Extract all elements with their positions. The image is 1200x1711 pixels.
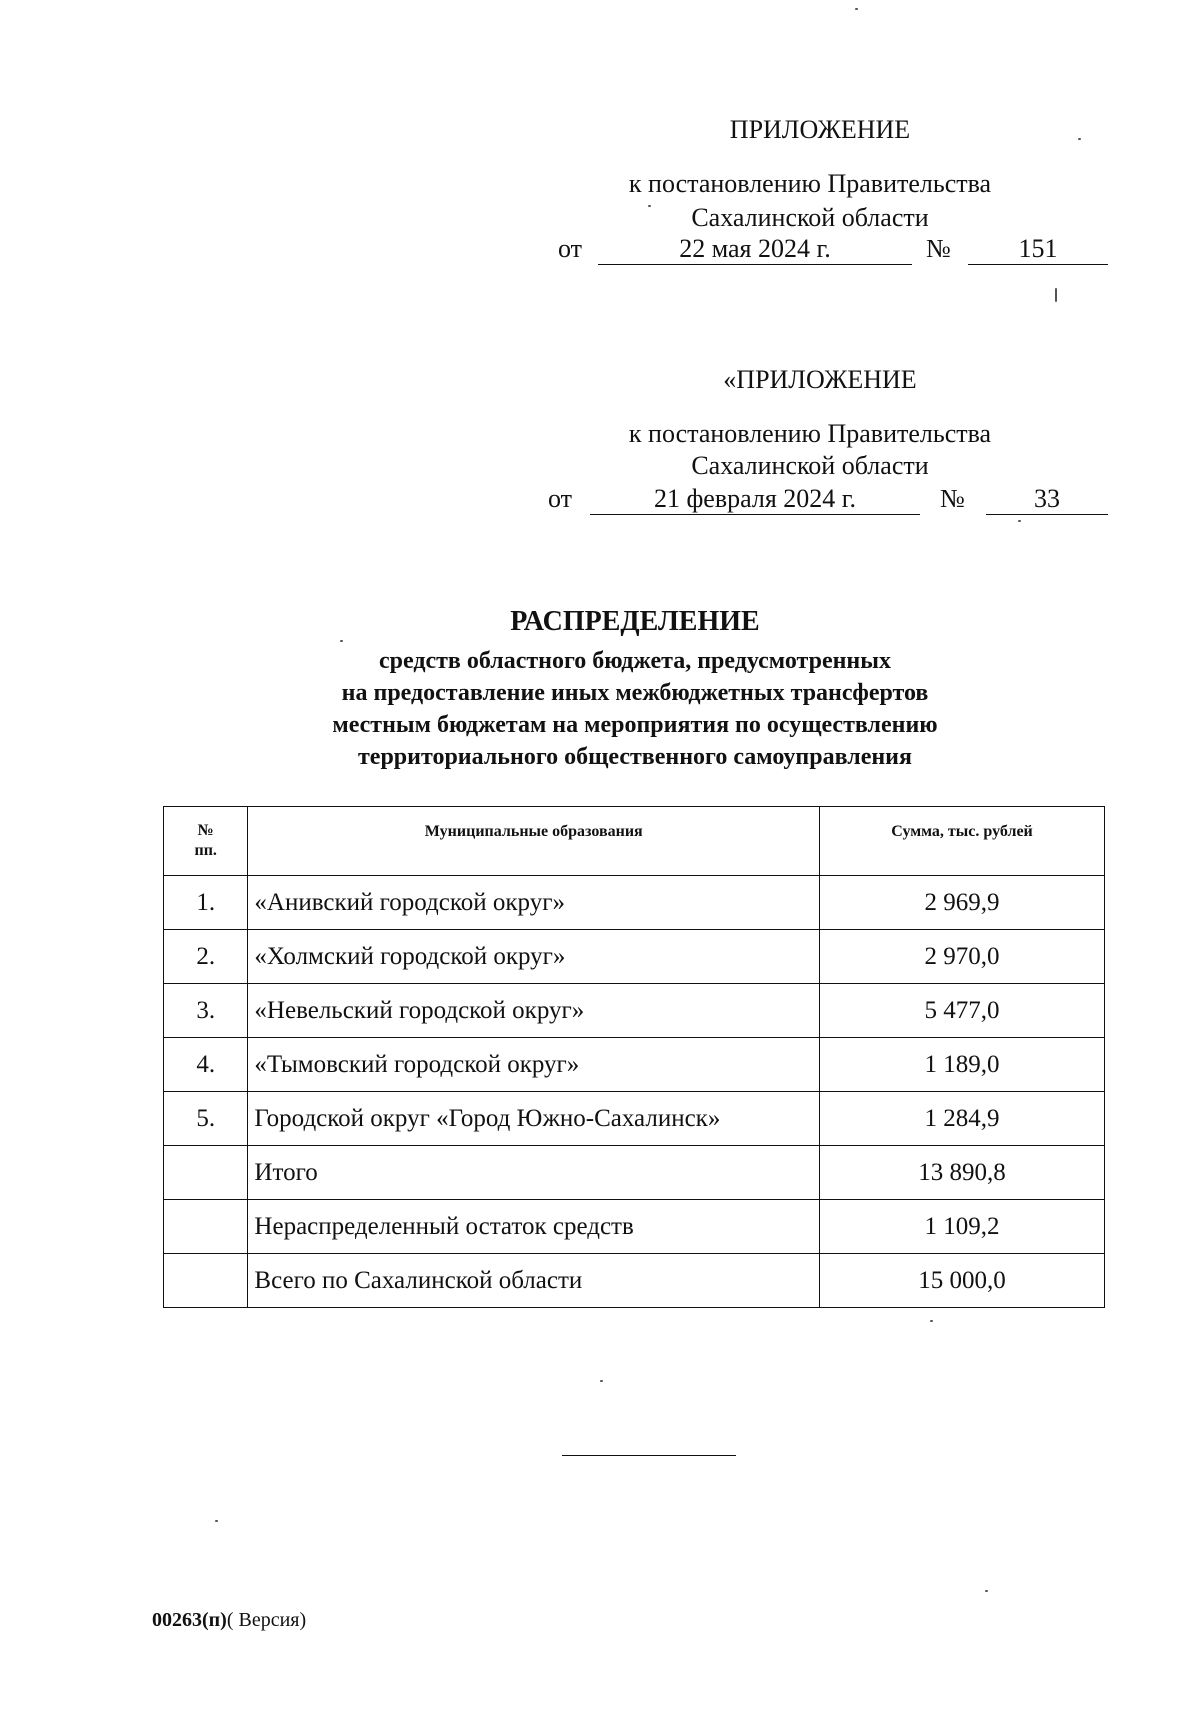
appendix-date-row bbox=[0, 234, 1200, 266]
header-num-line-1: № bbox=[197, 822, 214, 839]
prev-appendix-number: 33 bbox=[986, 484, 1108, 515]
row-num bbox=[164, 1254, 248, 1308]
scan-speck bbox=[215, 1520, 218, 1522]
footer-code-id: 00263(п) bbox=[152, 1609, 227, 1631]
heading-sub-line-4: территориального общественного самоуправления bbox=[358, 744, 912, 770]
row-sum: 1 109,2 bbox=[820, 1200, 1105, 1254]
prev-number-label: № bbox=[940, 484, 965, 513]
header-name-text: Муниципальные образования bbox=[424, 823, 643, 840]
row-num: 5. bbox=[164, 1092, 248, 1146]
scan-speck bbox=[930, 1320, 933, 1322]
heading-main: РАСПРЕДЕЛЕНИЕ bbox=[510, 606, 760, 637]
row-name: Нераспределенный остаток средств bbox=[248, 1200, 820, 1254]
footer-version: ( Версия) bbox=[226, 1609, 307, 1631]
appendix-date: 22 мая 2024 г. bbox=[598, 234, 912, 265]
from-label: от bbox=[558, 234, 583, 263]
row-name: Всего по Сахалинской области bbox=[248, 1254, 820, 1308]
appendix-line-1: к постановлению Правительства bbox=[628, 169, 992, 198]
row-sum: 2 970,0 bbox=[820, 930, 1105, 984]
end-divider bbox=[562, 1455, 736, 1456]
prev-appendix-date: 21 февраля 2024 г. bbox=[590, 484, 920, 515]
row-sum: 1 189,0 bbox=[820, 1038, 1105, 1092]
header-name bbox=[248, 807, 820, 876]
scan-speck bbox=[600, 1380, 603, 1382]
row-num: 1. bbox=[164, 876, 248, 930]
prev-appendix-date-row bbox=[0, 484, 1200, 516]
row-num: 3. bbox=[164, 984, 248, 1038]
row-sum: 1 284,9 bbox=[820, 1092, 1105, 1146]
table-row bbox=[164, 1038, 1105, 1092]
row-num: 4. bbox=[164, 1038, 248, 1092]
distribution-table bbox=[163, 806, 1105, 1308]
row-name: Итого bbox=[248, 1146, 820, 1200]
heading-sub-line-3: местным бюджетам на мероприятия по осуществлению bbox=[332, 712, 938, 738]
row-sum: 5 477,0 bbox=[820, 984, 1105, 1038]
table-row bbox=[164, 930, 1105, 984]
prev-from-label: от bbox=[548, 484, 573, 513]
scan-speck bbox=[1078, 138, 1081, 140]
prev-appendix-line-2: Сахалинской области bbox=[691, 451, 929, 480]
table-row-remainder bbox=[164, 1200, 1105, 1254]
header-sum-text: Сумма, тыс. рублей bbox=[891, 823, 1033, 840]
table-row bbox=[164, 1092, 1105, 1146]
scan-speck bbox=[985, 1590, 988, 1592]
appendix-line-2: Сахалинской области bbox=[691, 203, 929, 232]
row-sum: 15 000,0 bbox=[820, 1254, 1105, 1308]
number-label: № bbox=[926, 234, 951, 263]
table-row-total bbox=[164, 1254, 1105, 1308]
appendix-title: ПРИЛОЖЕНИЕ bbox=[729, 115, 911, 144]
row-sum: 13 890,8 bbox=[820, 1146, 1105, 1200]
heading-sub-line-1: средств областного бюджета, предусмотренных bbox=[378, 648, 891, 674]
document-heading bbox=[170, 605, 1100, 773]
table-row bbox=[164, 984, 1105, 1038]
footer-code bbox=[152, 1608, 306, 1632]
row-num bbox=[164, 1146, 248, 1200]
table-row bbox=[164, 876, 1105, 930]
scan-speck bbox=[855, 8, 858, 10]
row-name: Городской округ «Город Южно-Сахалинск» bbox=[248, 1092, 820, 1146]
heading-sub-line-2: на предоставление иных межбюджетных трансфертов bbox=[341, 680, 929, 706]
row-name: «Тымовский городской округ» bbox=[248, 1038, 820, 1092]
table-row-subtotal bbox=[164, 1146, 1105, 1200]
scan-speck bbox=[648, 205, 651, 207]
table-header-row bbox=[164, 807, 1105, 876]
scan-speck bbox=[340, 640, 343, 642]
row-sum: 2 969,9 bbox=[820, 876, 1105, 930]
row-num: 2. bbox=[164, 930, 248, 984]
scan-speck bbox=[1055, 288, 1057, 302]
prev-appendix-line-1: к постановлению Правительства bbox=[628, 419, 992, 448]
prev-appendix-title: «ПРИЛОЖЕНИЕ bbox=[723, 365, 917, 394]
row-num bbox=[164, 1200, 248, 1254]
appendix-number: 151 bbox=[968, 234, 1108, 265]
row-name: «Холмский городской округ» bbox=[248, 930, 820, 984]
row-name: «Невельский городской округ» bbox=[248, 984, 820, 1038]
row-name: «Анивский городской округ» bbox=[248, 876, 820, 930]
header-sum bbox=[820, 807, 1105, 876]
header-num-line-2: пп. bbox=[194, 842, 217, 859]
scan-speck bbox=[1018, 520, 1021, 522]
header-num bbox=[164, 807, 248, 876]
